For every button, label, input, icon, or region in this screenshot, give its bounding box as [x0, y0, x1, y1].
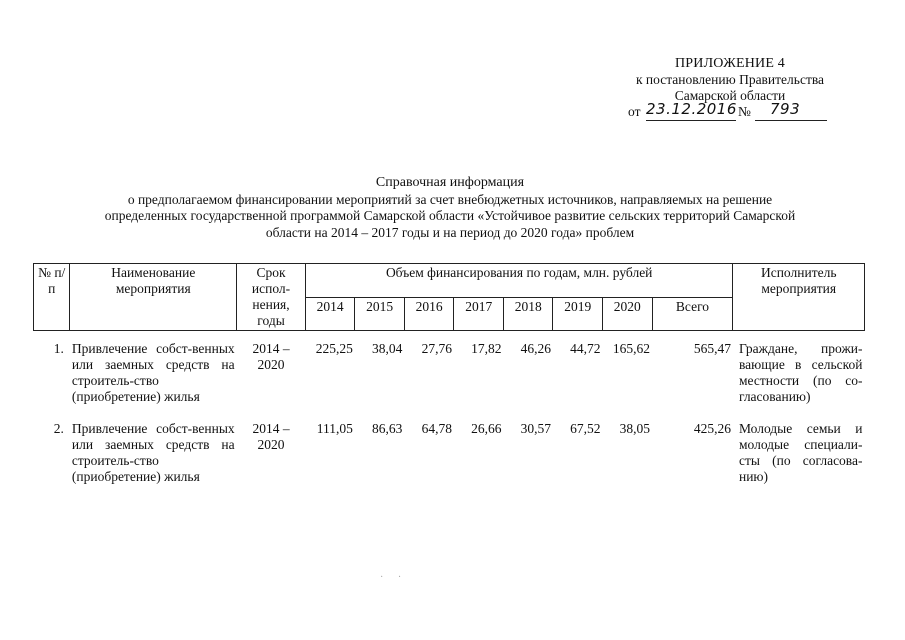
header-name: Наименование мероприятия [70, 264, 237, 331]
header-year: 2019 [553, 297, 603, 331]
activity-name: Привлечение собст-венных или заемных средств на строитель-ство (приобретение) жилья [71, 341, 235, 404]
header-term: Срок испол-нения, годы [237, 264, 306, 331]
header-executor: Исполнитель мероприятия [733, 264, 865, 331]
value-cell: 165,62 [612, 341, 650, 356]
scan-dots: · · [380, 572, 408, 583]
handwritten-number: 793 [770, 100, 801, 118]
executor-cell: Молодые семьи и молодые специали-сты (по согласова-нию) [738, 421, 863, 484]
date-underline [646, 120, 736, 121]
value-cell: 38,04 [372, 341, 403, 356]
header-year: 2014 [305, 297, 355, 331]
date-prefix: от [628, 104, 641, 119]
header-year: 2020 [602, 297, 652, 331]
number-prefix: № [738, 104, 751, 119]
value-cell: 17,82 [471, 341, 502, 356]
value-cell: 30,57 [520, 421, 551, 436]
total-cell: 565,47 [693, 341, 731, 356]
appendix-block [600, 56, 860, 122]
financing-table [33, 263, 865, 491]
heading-title: Справочная информация [375, 175, 525, 190]
table-row [34, 411, 865, 491]
row-number: 2. [53, 421, 64, 436]
total-cell: 425,26 [693, 421, 731, 436]
value-cell: 111,05 [316, 421, 353, 436]
heading-line-3: определенных государственной программой Самарской области «Устойчивое развитие сельских территорий Самарской [104, 208, 796, 223]
row-number: 1. [53, 341, 64, 356]
value-cell: 44,72 [570, 341, 601, 356]
handwritten-date: 23.12.2016 [646, 100, 737, 118]
execution-term: 2014 – 2020 [252, 341, 290, 372]
appendix-line-resolution: к постановлению Правительства [635, 72, 825, 87]
header-num: № п/п [34, 264, 70, 331]
header-total: Всего [652, 297, 733, 331]
header-volume: Объем финансирования по годам, млн. рублей [305, 264, 733, 298]
value-cell: 225,25 [315, 341, 353, 356]
value-cell: 67,52 [570, 421, 601, 436]
appendix-title: ПРИЛОЖЕНИЕ 4 [674, 56, 786, 71]
table-row [34, 331, 865, 412]
number-underline [755, 120, 827, 121]
heading-line-2: о предполагаемом финансировании мероприятий за счет внебюджетных источников, направляемых на решение [127, 191, 773, 207]
heading-line-4: области на 2014 – 2017 годы и на период до 2020 года» проблем [265, 224, 635, 240]
header-year: 2016 [404, 297, 454, 331]
value-cell: 64,78 [421, 421, 452, 436]
value-cell: 38,05 [619, 421, 650, 436]
value-cell: 27,76 [421, 341, 452, 356]
value-cell: 86,63 [372, 421, 403, 436]
appendix-line-region: Самарской области [674, 88, 786, 103]
activity-name: Привлечение собст-венных или заемных средств на строитель-ство (приобретение) жилья [71, 421, 235, 484]
executor-cell: Граждане, прожи-вающие в сельской местности (по со-гласованию) [738, 341, 863, 404]
value-cell: 26,66 [471, 421, 502, 436]
header-year: 2018 [503, 297, 553, 331]
appendix-date-line [600, 100, 860, 122]
header-row [34, 264, 865, 298]
document-heading [40, 175, 860, 241]
header-year: 2017 [454, 297, 504, 331]
execution-term: 2014 – 2020 [252, 421, 290, 452]
value-cell: 46,26 [520, 341, 551, 356]
header-year: 2015 [355, 297, 405, 331]
